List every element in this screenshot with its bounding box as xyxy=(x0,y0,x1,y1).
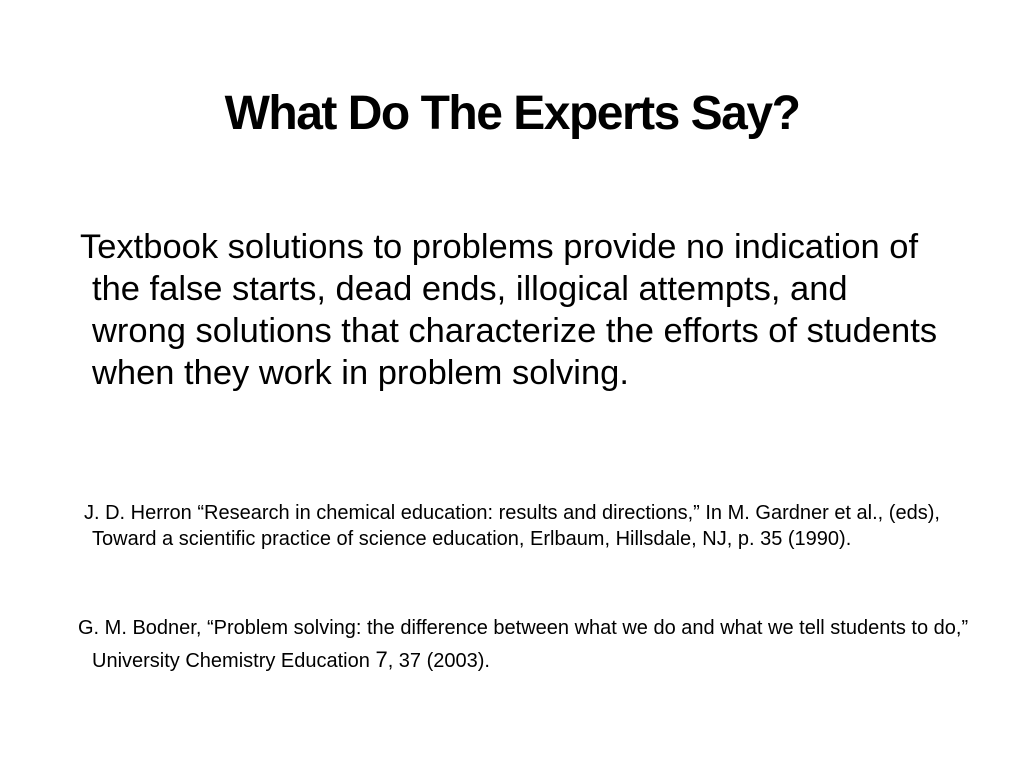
reference-bodner xyxy=(78,612,992,677)
reference-bodner-pages-year: , 37 (2003). xyxy=(387,650,490,672)
reference-bodner-text: G. M. Bodner, “Problem solving: the difference between what we do and what we tell students to do,” University Chemistry Education xyxy=(78,617,969,672)
slide-title: What Do The Experts Say? xyxy=(224,87,800,140)
reference-bodner-volume: 7 xyxy=(375,647,388,672)
reference-herron: J. D. Herron “Research in chemical education: results and directions,” In M. Gardner et al., (eds), Toward a scientific practice of science education, Erlbaum, Hillsdale, NJ, p. 35 (1990). xyxy=(84,502,940,550)
quote-text: Textbook solutions to problems provide no indication of the false starts, dead ends, illogical attempts, and wrong solutions that characterize the efforts of students when they work in problem solving. xyxy=(80,228,938,392)
